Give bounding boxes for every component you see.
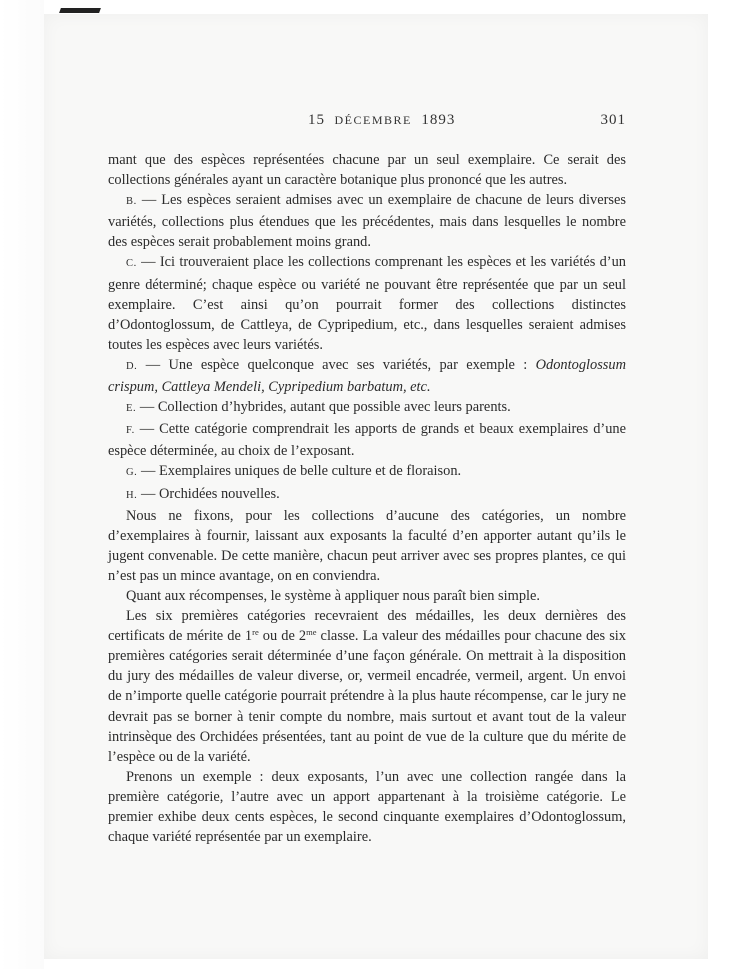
paragraph-example-text: Prenons un exemple : deux exposants, l’un avec une collection rangée dans la première catégorie, l’autre avec un apport appartenant à la troisième catégorie. Le premier exhibe deux cents espèces, le second cinquante exemplaires d’Odontoglossum, chaque variété représentée par un exemplaire. bbox=[108, 768, 626, 846]
paragraph-d-italic: Odontoglossum crispum, Cattleya Mendeli, Cypripedium barbatum, etc. bbox=[108, 356, 626, 396]
item-letter-f: F. bbox=[126, 425, 135, 437]
paragraph-c bbox=[108, 252, 626, 354]
paragraph-d-text: — Une espèce quelconque avec ses variétés, par exemple : bbox=[137, 356, 536, 373]
paragraph-g bbox=[108, 461, 626, 483]
paragraph-1 bbox=[108, 150, 626, 190]
paragraph-example bbox=[108, 767, 626, 847]
scan-mark bbox=[59, 8, 101, 13]
paragraph-rewards-intro bbox=[108, 586, 626, 606]
item-letter-b: B. bbox=[126, 196, 137, 208]
paragraph-e-text: — Collection d’hybrides, autant que possible avec leurs parents. bbox=[136, 399, 511, 416]
paragraph-f bbox=[108, 419, 626, 461]
item-letter-d: D. bbox=[126, 360, 138, 372]
paragraph-c-text: — Ici trouveraient place les collections comprenant les espèces et les variétés d’un genre déterminé; chaque espèce ou variété ne pouvant être représentée que par un seul exemplaire. C’est ainsi qu’on pourrait former des collections distinctes d’Odontoglossum, de Cattleya, de Cypripedium, etc., dans lesquelles seraient admises toutes les espèces avec leurs variétés. bbox=[108, 254, 626, 353]
paragraph-rewards-text-c: classe. La valeur des médailles pour chacune des six premières catégories serait déterminée d’une façon générale. On mettrait à la disposition du jury des médailles de valeur diverse, or, vermeil encadrée, vermeil, argent. Un envoi de n’importe quelle catégorie pourrait prétendre à la plus haute récompense, car le jury ne devrait pas se borner à tenir compte du nombre, mais surtout et avant tout de la valeur intrinsèque des Orchidées présentées, tant au point de vue de la culture que du mérite de l’espèce ou de la variété. bbox=[108, 628, 626, 765]
item-letter-e: E. bbox=[126, 403, 137, 415]
paragraph-f-text: — Cette catégorie comprendrait les apports de grands et beaux exemplaires d’une espèce déterminée, au choix de l’exposant. bbox=[108, 421, 626, 460]
header-date-year: 1893 bbox=[421, 112, 456, 128]
item-letter-c: C. bbox=[126, 258, 137, 270]
scan-margin bbox=[0, 0, 44, 969]
body-text bbox=[108, 150, 626, 847]
paragraph-b-text: — Les espèces seraient admises avec un exemplaire de chacune de leurs diverses variétés, collections plus étendues que les précédentes, mais dans lesquelles le nombre des espèces serait probablement moins grand. bbox=[108, 192, 626, 251]
paragraph-quantity bbox=[108, 506, 626, 586]
paragraph-g-text: — Exemplaires uniques de belle culture et de floraison. bbox=[137, 463, 462, 480]
paragraph-d bbox=[108, 355, 626, 397]
item-letter-g: G. bbox=[126, 467, 138, 479]
page-number: 301 bbox=[600, 112, 626, 128]
header-date-day: 15 bbox=[308, 112, 325, 128]
running-head bbox=[108, 112, 626, 136]
paragraph-rewards bbox=[108, 606, 626, 767]
paragraph-quantity-text: Nous ne fixons, pour les collections d’aucune des catégories, un nombre d’exemplaires à fournir, laissant aux exposants la faculté d’en apporter autant qu’ils le jugent convenable. De cette manière, chacun peut arriver avec ses propres plantes, ce qui n’est pas un mince avantage, on en conviendra. bbox=[108, 507, 626, 584]
paragraph-h-text: — Orchidées nouvelles. bbox=[137, 485, 280, 502]
superscript-re: re bbox=[252, 627, 259, 638]
paragraph-rewards-intro-text: Quant aux récompenses, le système à appliquer nous paraît bien simple. bbox=[126, 587, 541, 604]
paragraph-e bbox=[108, 397, 626, 419]
header-date-month: DÉCEMBRE bbox=[334, 113, 412, 127]
paragraph-rewards-text-b: ou de 2 bbox=[258, 628, 307, 645]
superscript-me: me bbox=[306, 627, 317, 638]
paragraph-b bbox=[108, 190, 626, 252]
header-date bbox=[308, 112, 455, 129]
paragraph-h bbox=[108, 484, 626, 506]
item-letter-h: H. bbox=[126, 489, 138, 501]
paragraph-1-text: mant que des espèces représentées chacune par un seul exemplaire. Ce serait des collections générales ayant un caractère botanique plus prononcé que les autres. bbox=[108, 152, 626, 189]
paragraph-rewards-text-a: Les six premières catégories recevraient des médailles, les deux dernières des certificats de mérite de 1 bbox=[108, 608, 626, 645]
